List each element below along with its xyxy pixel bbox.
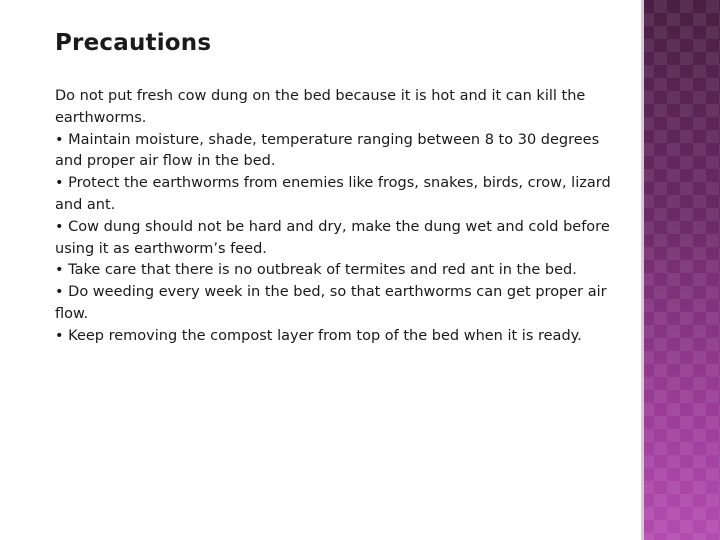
slide-title: Precautions (55, 30, 212, 56)
decorative-side-band (641, 0, 720, 540)
slide-body (55, 86, 625, 348)
intro-text: Do not put fresh cow dung on the bed because it is hot and it can kill the earthworms. (55, 88, 586, 126)
bullet-item: • Cow dung should not be hard and dry, make the dung wet and cold before using it as earthworm’s feed. (55, 218, 610, 257)
bullet-item: • Maintain moisture, shade, temperature ranging between 8 to 30 degrees and proper air flow in the bed. (55, 131, 600, 170)
bullet-item: • Take care that there is no outbreak of termites and red ant in the bed. (55, 262, 577, 279)
side-band-edge (641, 0, 644, 540)
bullet-item: • Keep removing the compost layer from top of the bed when it is ready. (55, 327, 582, 344)
bullet-item: • Do weeding every week in the bed, so that earthworms can get proper air flow. (55, 284, 607, 322)
bullet-item: • Protect the earthworms from enemies like frogs, snakes, birds, crow, lizard and ant. (55, 175, 611, 213)
